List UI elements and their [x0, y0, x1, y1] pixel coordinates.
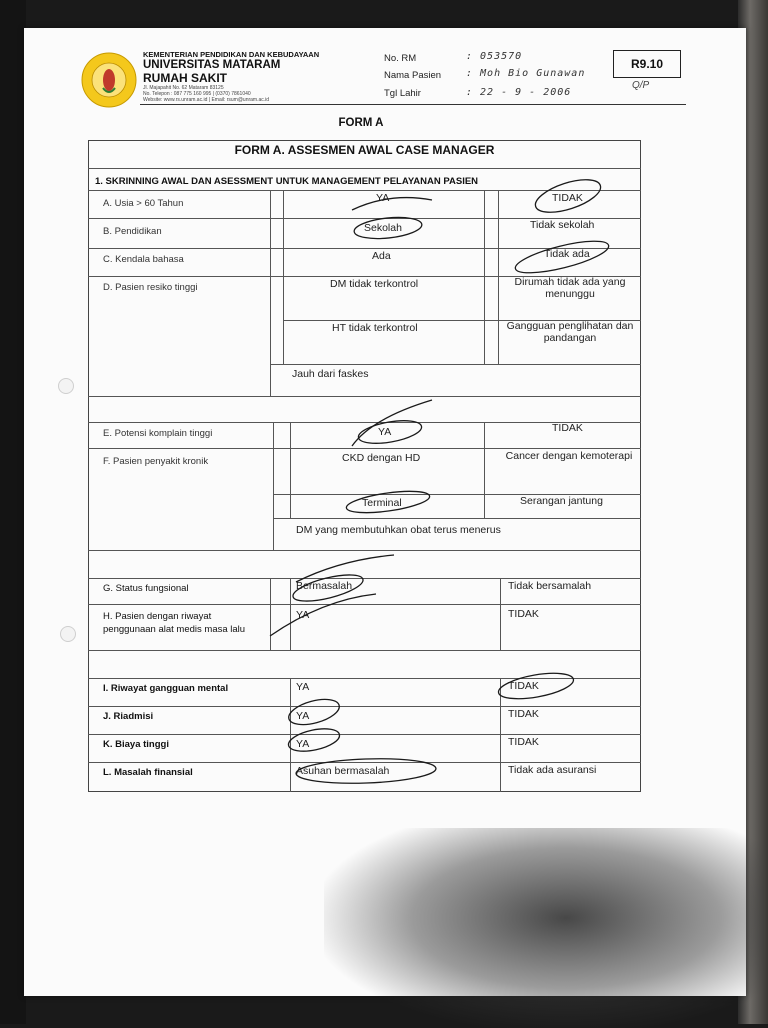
row-b-option-sekolah: Sekolah: [364, 222, 402, 234]
institution-phone: No. Telepon : 087 775 160 995 | (0370) 7861040: [143, 91, 251, 97]
row-e-option-tidak: TIDAK: [552, 422, 583, 434]
circle-mark-l-asuhan: [296, 757, 437, 786]
no-rm-value: : 053570: [466, 51, 523, 62]
row-c-option-tidak-ada: Tidak ada: [544, 248, 590, 260]
row-f-option-terminal: Terminal: [362, 497, 402, 509]
row-d-label: D. Pasien resiko tinggi: [103, 282, 198, 293]
institution-website: Website: www.rs.unram.ac.id | Email: rsum@unram.ac.id: [143, 97, 270, 103]
row-d-option-dm: DM tidak terkontrol: [330, 278, 419, 290]
row-b-option-tidak-sekolah: Tidak sekolah: [530, 219, 595, 231]
row-k-option-ya: YA: [296, 738, 310, 750]
row-d-option-faskes: Jauh dari faskes: [292, 368, 369, 380]
row-i-option-tidak: TIDAK: [508, 680, 539, 692]
row-a-label: A. Usia > 60 Tahun: [103, 198, 184, 209]
circle-mark-b-sekolah: [352, 198, 432, 210]
table-title: FORM A. ASSESMEN AWAL CASE MANAGER: [234, 143, 495, 157]
row-j-option-tidak: TIDAK: [508, 708, 539, 720]
row-f-option-jantung: Serangan jantung: [520, 495, 603, 507]
row-g-label: G. Status fungsional: [103, 583, 189, 594]
tgl-lahir-label: Tgl Lahir: [384, 88, 421, 99]
row-l-label: L. Masalah finansial: [103, 767, 193, 778]
row-k-option-tidak: TIDAK: [508, 736, 539, 748]
row-f-label: F. Pasien penyakit kronik: [103, 456, 209, 467]
no-rm-label: No. RM: [384, 53, 417, 64]
circle-mark-g-top: [296, 555, 394, 582]
row-e-option-ya: YA: [378, 426, 392, 438]
row-d-option-dirumah: Dirumah tidak ada yang menunggu: [514, 276, 626, 300]
row-f-option-cancer: Cancer dengan kemoterapi: [505, 450, 633, 462]
institution-address: Jl. Majapahit No. 62 Mataram 83125: [143, 85, 224, 91]
institution-university: UNIVERSITAS MATARAM: [143, 59, 281, 71]
circle-mark-k-ya: [286, 725, 341, 755]
circle-mark-i-tidak: [497, 669, 576, 704]
row-i-label: I. Riwayat gangguan mental: [103, 683, 229, 694]
row-f-option-dm-obat: DM yang membutuhkan obat terus menerus: [296, 524, 501, 536]
circle-mark-e-ya-loop: [357, 417, 424, 448]
handwritten-mark: Q/P: [632, 80, 650, 91]
row-j-label: J. Riadmisi: [103, 711, 154, 722]
row-a-option-ya: YA: [376, 192, 390, 204]
institution-hospital: RUMAH SAKIT: [143, 71, 227, 85]
circle-mark-j-ya: [286, 695, 342, 730]
nama-pasien-label: Nama Pasien: [384, 70, 442, 81]
circle-mark-f-terminal: [345, 487, 431, 517]
section-1-heading: 1. SKRINNING AWAL DAN ASESSMENT UNTUK MANAGEMENT PELAYANAN PASIEN: [95, 176, 479, 187]
form-code-badge: R9.10: [613, 50, 681, 78]
row-l-option-asuhan: Asuhan bermasalah: [296, 765, 390, 777]
row-h-label: H. Pasien dengan riwayat penggunaan alat medis masa lalu: [103, 611, 246, 635]
row-c-option-ada: Ada: [372, 250, 391, 262]
row-i-option-ya: YA: [296, 681, 310, 693]
circle-mark-e-ya: [352, 400, 432, 446]
row-h-option-ya: YA: [296, 609, 310, 621]
row-l-option-asuransi: Tidak ada asuransi: [508, 764, 597, 776]
row-k-label: K. Biaya tinggi: [103, 739, 169, 750]
row-b-label: B. Pendidikan: [103, 226, 162, 237]
nama-pasien-value: : Moh Bio Gunawan: [466, 68, 586, 79]
row-g-option-tidak-bersamalah: Tidak bersamalah: [508, 580, 592, 592]
circle-mark-a-tidak: [532, 173, 605, 219]
row-j-option-ya: YA: [296, 710, 310, 722]
row-d-option-ht: HT tidak terkontrol: [332, 322, 418, 334]
row-g-option-bermasalah: Bermasalah: [296, 580, 353, 592]
circle-mark-c-tidak-ada: [513, 235, 611, 280]
institution-ministry: KEMENTERIAN PENDIDIKAN DAN KEBUDAYAAN: [143, 50, 320, 59]
form-title: FORM A: [338, 117, 384, 129]
row-f-option-ckd: CKD dengan HD: [342, 452, 421, 464]
circle-mark-h-ya: [270, 594, 376, 636]
row-c-label: C. Kendala bahasa: [103, 254, 184, 265]
circle-mark-b-sekolah-loop: [353, 215, 423, 242]
row-h-option-tidak: TIDAK: [508, 608, 539, 620]
tgl-lahir-value: : 22 - 9 - 2006: [466, 87, 572, 98]
row-d-option-penglihatan: Gangguan penglihatan dan pandangan: [506, 320, 634, 344]
row-e-label: E. Potensi komplain tinggi: [103, 428, 213, 439]
row-a-option-tidak: TIDAK: [552, 192, 583, 204]
circle-mark-g-bermasalah: [291, 570, 366, 607]
